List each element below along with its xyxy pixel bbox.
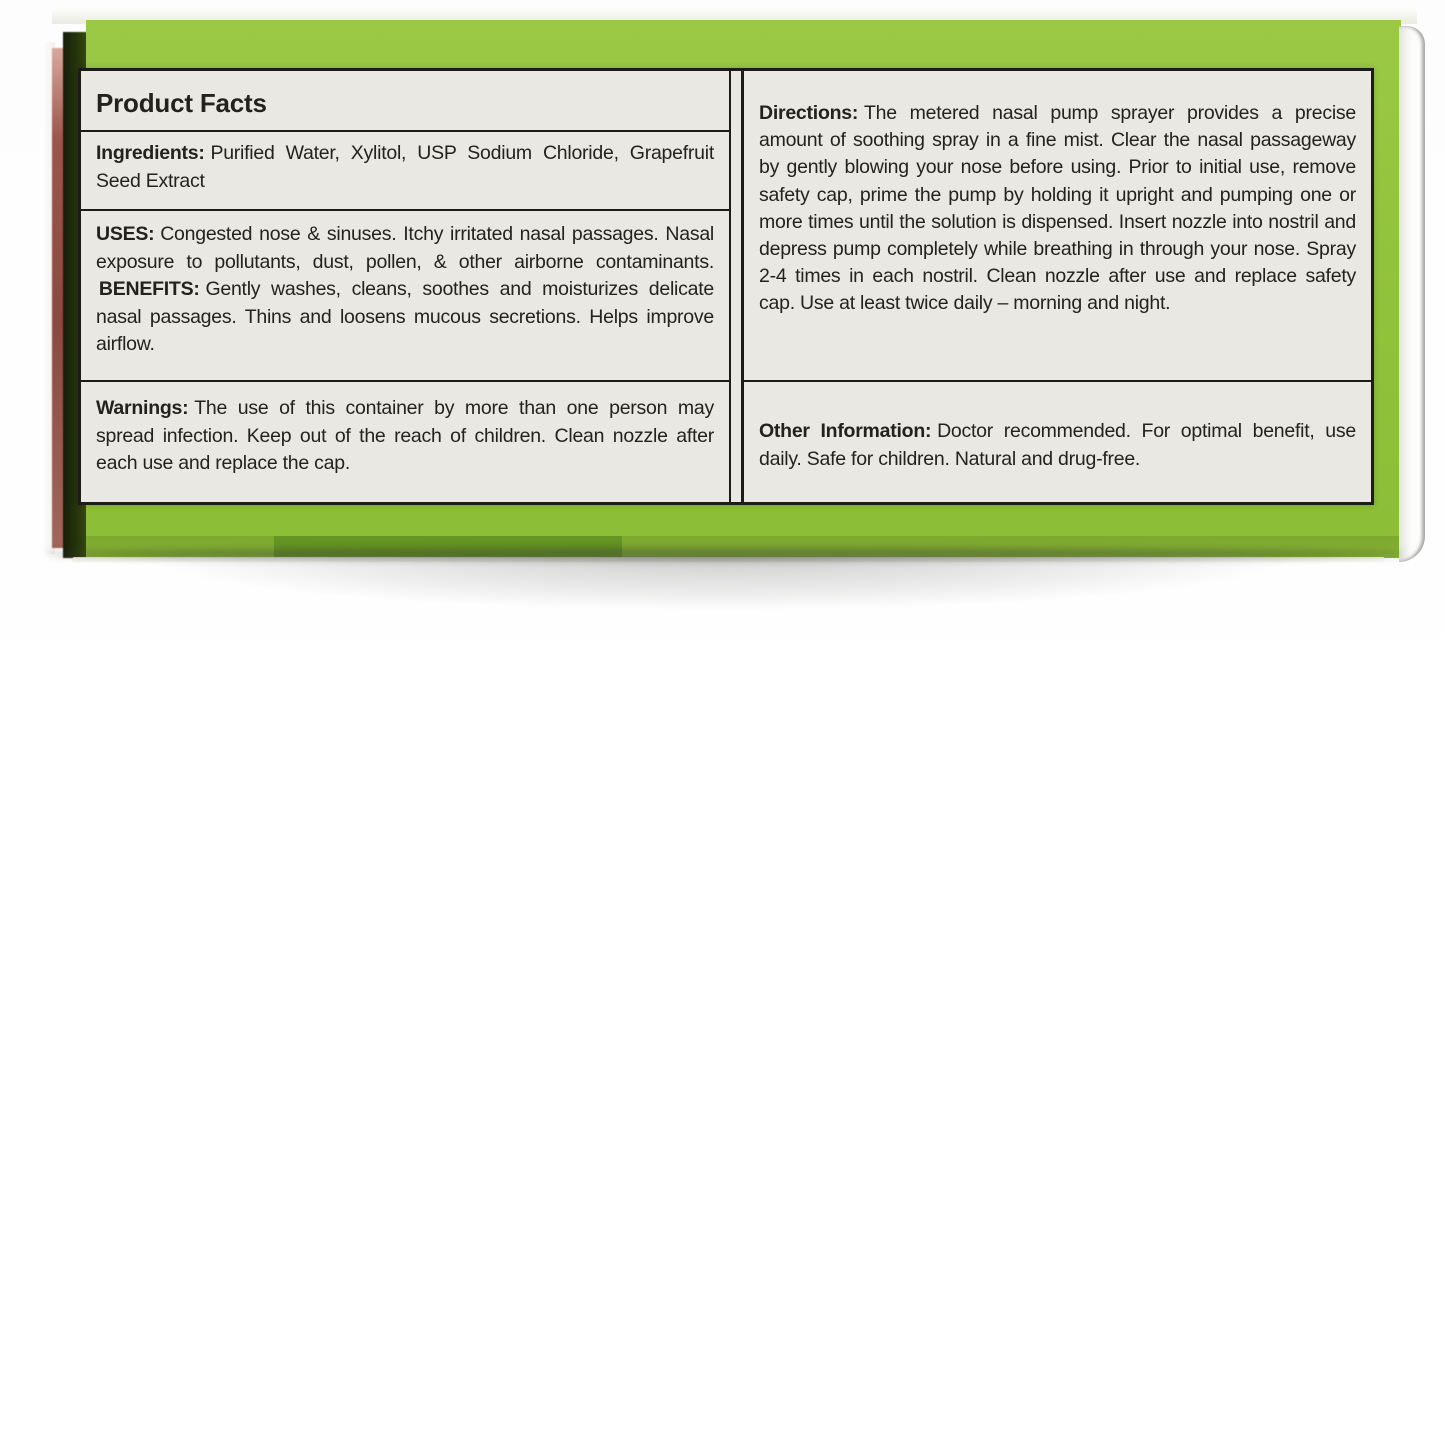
ingredients-section (81, 132, 729, 211)
product-facts-header (81, 71, 729, 132)
other-information-text: Doctor recommended. For optimal benefit, use daily. Safe for children. Natural and drug-free. (759, 420, 1356, 470)
ingredients-label: Ingredients: (96, 142, 205, 164)
ingredients-text: Purified Water, Xylitol, USP Sodium Chloride, Grapefruit Seed Extract (96, 142, 714, 192)
product-facts-title: Product Facts (96, 88, 267, 118)
product-box-top (42, 8, 1425, 562)
benefits-label: BENEFITS: (98, 278, 200, 300)
panel-column-divider-gap (731, 71, 741, 502)
uses-label: USES: (96, 223, 155, 245)
uses-text: Congested nose & sinuses. Itchy irritated nasal passages. Nasal exposure to pollutants, dust, pollen, & other airborne contaminants. (96, 223, 714, 273)
warnings-section (81, 382, 729, 502)
benefits-text: Gently washes, cleans, soothes and moisturizes delicate nasal passages. Thins and loosens mucous secretions. Helps improve airflow. (96, 278, 714, 355)
other-information-section (744, 382, 1371, 502)
product-facts-panel (78, 68, 1374, 505)
directions-section (744, 71, 1371, 382)
warnings-label: Warnings: (96, 397, 189, 419)
directions-label: Directions: (759, 102, 859, 124)
other-information-label: Other Information: (759, 420, 932, 442)
panel-left-column (81, 71, 731, 502)
panel-right-column (741, 71, 1371, 502)
box-soft-shadow (10, 556, 1430, 626)
box-right-side-panel (1399, 26, 1425, 562)
uses-benefits-section (81, 211, 729, 382)
warnings-text: The use of this container by more than one person may spread infection. Keep out of the reach of children. Clean nozzle after each use and replace the cap. (96, 397, 714, 474)
directions-text: The metered nasal pump sprayer provides a precise amount of soothing spray in a fine mist. Clear the nasal passageway by gently blowing your nose before using. Prior to initial use, remove safety cap, prime the pump by holding it upright and pumping one or more times until the solution is dispensed. Insert nozzle into nostril and depress pump completely while breathing in through your nose. Spray 2-4 times in each nostril. Clean nozzle after use and replace safety cap. Use at least twice daily – morning and night. (759, 102, 1356, 315)
